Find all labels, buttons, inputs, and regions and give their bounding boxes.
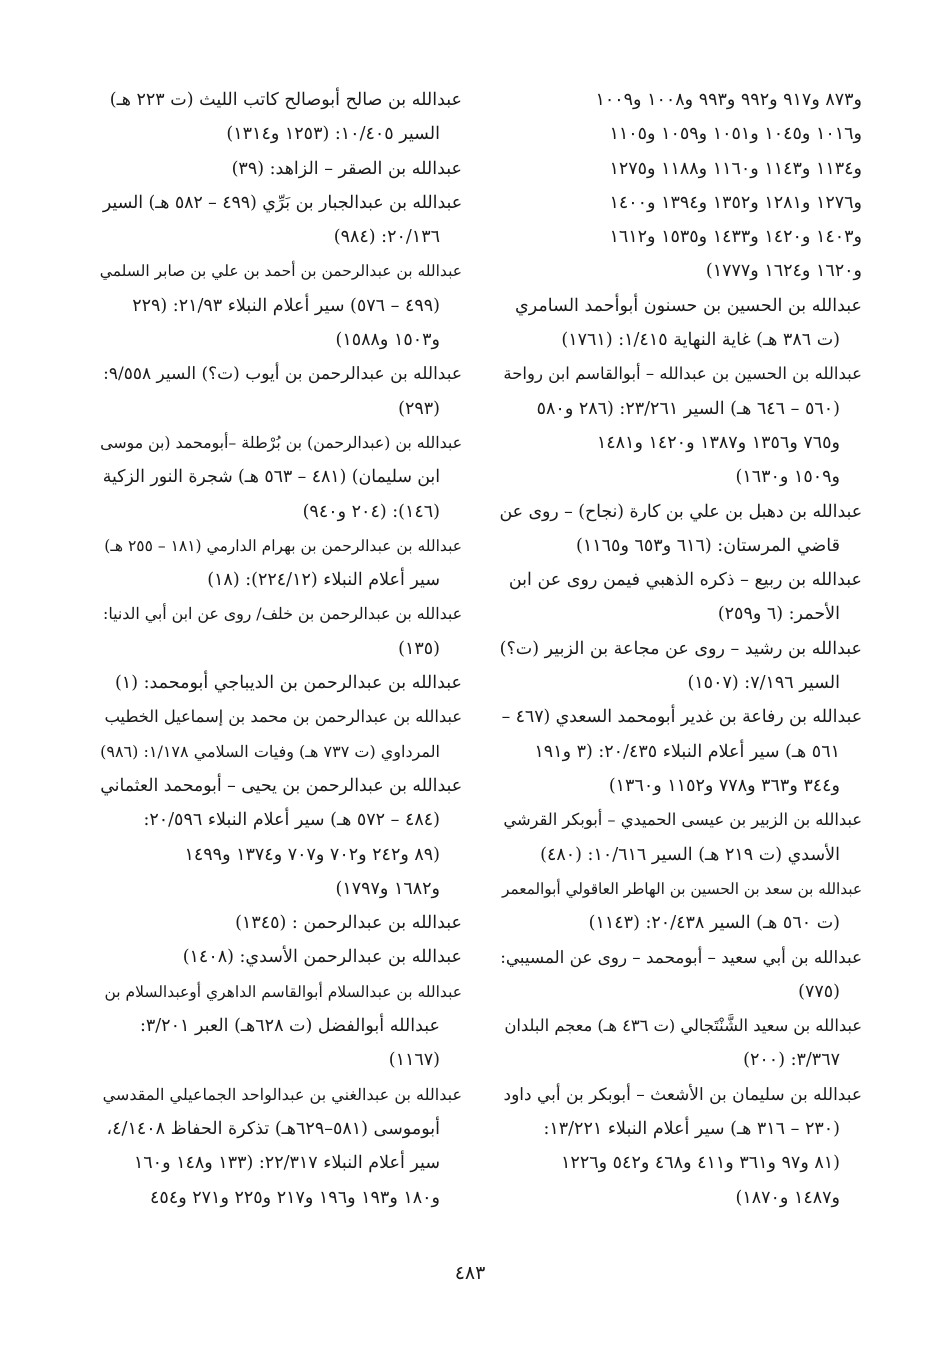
index-entry-line: عبدالله بن (عبدالرحمن) بن بُرْطلة –أبومحمد (بن موسى xyxy=(100,432,462,452)
index-entry-continuation: (١٣٥) xyxy=(398,638,440,659)
index-entry-continuation: المرداوي (ت ٧٣٧ هـ) وفيات السلامي ١/١٧٨: (٩٨٦) xyxy=(100,741,440,761)
index-entry-line: عبدالله بن دهبل بن علي بن كارة (نجاح) – روى عن xyxy=(500,501,862,522)
index-entry-continuation: ٥٦١ هـ) سير أعلام النبلاء ٢٠/٤٣٥: (٣ و١٩١ xyxy=(534,741,840,762)
index-entry-line: عبدالله بن الزبير بن عيسى الحميدي – أبوبكر القرشي xyxy=(503,810,862,830)
index-entry-line: و١٦٢٠ و١٦٢٤ و١٧٧٧) xyxy=(705,261,862,282)
index-entry-continuation: و١٥٠٣ و١٥٨٨) xyxy=(335,330,440,351)
index-entry-continuation: (٢٣٠ – ٣١٦ هـ) سير أعلام النبلاء ١٣/٢٢١: xyxy=(543,1118,840,1139)
index-entry-continuation: ابن سليمان) (٤٨١ – ٥٦٣ هـ) شجرة النور الزكية xyxy=(102,467,440,488)
index-entry-line: عبدالله بن عبدالرحمن بن أيوب (ت؟) السير ٩/٥٥٨: xyxy=(103,364,462,385)
index-entry-continuation: السير ١٠/٤٠٥: (١٢٥٣ و١٣١٤) xyxy=(226,124,440,145)
index-entry-line: و١٢٧٦ و١٢٨١ و١٣٥٢ و١٣٩٤ و١٤٠٠ xyxy=(609,192,862,213)
index-entry-line: عبدالله بن رشيد – روى عن مجاعة بن الزبير (ت؟) xyxy=(500,638,862,659)
index-entry-continuation: و٧٦٥ و١٣٥٦ و١٣٨٧ و١٤٢٠ و١٤٨١ xyxy=(596,432,840,453)
index-entry-line: عبدالله بن صالح أبوصالح كاتب الليث (ت ٢٢٣ هـ) xyxy=(109,90,462,110)
index-entry-continuation: (٢٩٣) xyxy=(398,398,440,419)
index-entry-line: عبدالله بن سليمان بن الأشعث – أبوبكر بن أبي داود xyxy=(503,1084,862,1105)
page-number: ٤٨٣ xyxy=(454,1262,486,1284)
index-entry-continuation: و١٦٨٢ و١٧٩٧) xyxy=(335,878,440,899)
index-entry-line: عبدالله بن عبدالرحمن بن يحيى – أبومحمد العثماني xyxy=(100,775,462,796)
index-entry-continuation: و١٨٠ و١٩٣ و١٩٦ و٢١٧ و٢٢٥ و٢٧١ و٤٥٤ xyxy=(150,1187,440,1208)
index-entry-continuation: و٣٤٤ و٣٦٣ و٧٧٨ و١١٥٢ و١٣٦٠) xyxy=(608,775,840,796)
index-entry-continuation: (٤٨٤ – ٥٧٢ هـ) سير أعلام النبلاء ٢٠/٥٩٦: xyxy=(143,810,440,831)
index-entry-line: عبدالله بن أبي سعيد – أبومحمد – روى عن المسيبي: xyxy=(500,947,862,968)
index-entry-continuation: (٧٧٥) xyxy=(798,981,840,1002)
index-entry-line: و٨٧٣ و٩١٧ و٩٩٢ و٩٩٣ و١٠٠٨ و١٠٠٩ xyxy=(595,90,862,110)
index-entry-continuation: (ت ٥٦٠ هـ) السير ٢٠/٤٣٨: (١١٤٣) xyxy=(588,913,840,934)
index-entry-continuation: (١١٦٧) xyxy=(388,1050,440,1071)
left-column xyxy=(100,83,462,1215)
right-column xyxy=(500,83,862,1215)
index-entry-continuation: (٨١ و٩٧ و٣٦١ و٤١١ و٤٦٨ و٥٤٢ و١٢٢٦ xyxy=(561,1153,840,1174)
index-entry-continuation: ٣/٣٦٧: (٢٠٠) xyxy=(743,1050,840,1071)
index-entry-line: عبدالله بن عبدالرحمن بن محمد بن إسماعيل الخطيب xyxy=(104,707,462,727)
index-entry-continuation: (٥٦٠ – ٦٤٦ هـ) السير ٢٣/٢٦١: (٢٨٦ و٥٨٠ xyxy=(536,398,840,419)
index-entry-line: عبدالله بن عبدالجبار بن بَرِّي (٤٩٩ – ٥٨٢ هـ) السير xyxy=(102,192,462,213)
index-entry-continuation: سير أعلام النبلاء (٢٢٤/١٢): (١٨) xyxy=(207,570,440,591)
index-entry-line: عبدالله بن سعيد الشَّنْتَجالي (ت ٤٣٦ هـ) معجم البلدان xyxy=(504,1016,862,1036)
index-entry-line: و١٠١٦ و١٠٤٥ و١٠٥١ و١٠٥٩ و١١٠٥ xyxy=(609,124,862,145)
index-entry-line: عبدالله بن عبدالرحمن بن بهرام الدارمي (١٨١ – ٢٥٥ هـ) xyxy=(104,536,462,555)
index-entry-line: عبدالله بن الحسين بن حسنون أبوأحمد السامري xyxy=(515,295,862,316)
index-entry-continuation: و١٤٨٧ و١٨٧٠) xyxy=(735,1187,840,1208)
index-entry-continuation: الأسدي (ت ٢١٩ هـ) السير ١٠/٦١٦: (٤٨٠) xyxy=(540,844,840,865)
index-entry-line: عبدالله بن الحسين بن عبدالله – أبوالقاسم ابن رواحة xyxy=(503,364,862,384)
index-entry-continuation: (٨٩ و٢٤٢ و٧٠٢ و٧٠٧ و١٣٧٤ و١٤٩٩ xyxy=(184,844,440,865)
index-entry-continuation: عبدالله أبوالفضل (ت ٦٢٨هـ) العبر ٣/٢٠١: xyxy=(139,1016,440,1037)
index-entry-continuation: ٢٠/١٣٦: (٩٨٤) xyxy=(333,227,440,248)
index-entry-line: و١٤٠٣ و١٤٢٠ و١٤٣٣ و١٥٣٥ و١٦١٢ xyxy=(609,227,862,248)
index-entry-line: عبدالله بن عبدالرحمن بن الديباجي أبومحمد: (١) xyxy=(114,673,462,694)
index-entry-line: عبدالله بن الصقر – الزاهد: (٣٩) xyxy=(231,158,462,179)
index-entry-continuation: (ت ٣٨٦ هـ) غاية النهاية ١/٤١٥: (١٧٦١) xyxy=(561,330,840,351)
index-entry-continuation: الأحمر: (٦ و٢٥٩) xyxy=(717,604,840,625)
index-entry-line: عبدالله بن عبدالرحمن الأسدي: (١٤٠٨) xyxy=(182,947,462,968)
index-entry-line: عبدالله بن عبدالغني بن عبدالواحد الجماعيلي المقدسي xyxy=(102,1084,462,1104)
index-entry-line: عبدالله بن عبدالسلام أبوالقاسم الداهري أوعبدالسلام بن xyxy=(104,982,462,1001)
index-entry-line: عبدالله بن سعد بن الحسين بن الهاطر العاقولي أبوالمعمر xyxy=(501,879,862,898)
index-entry-continuation: و١٥٠٩ و١٦٣٠) xyxy=(735,467,840,488)
index-entry-line: عبدالله بن ربيع – ذكره الذهبي فيمن روى عن ابن xyxy=(508,570,862,591)
index-entry-line: عبدالله بن عبدالرحمن بن خلف/ روى عن ابن أبي الدنيا: xyxy=(103,604,462,624)
index-entry-continuation: (١٤٦): (٢٠٤ و٩٤٠) xyxy=(302,501,440,522)
index-entry-continuation: قاضي المرستان: (٦١٦ و٦٥٣ و١١٦٥) xyxy=(576,535,840,556)
index-entry-continuation: السير ٧/١٩٦: (١٥٠٧) xyxy=(687,673,840,694)
index-entry-line: عبدالله بن عبدالرحمن بن أحمد بن علي بن صابر السلمي xyxy=(100,262,462,281)
index-entry-continuation: أبوموسى (٥٨١–٦٢٩هـ) تذكرة الحفاظ ٤/١٤٠٨، xyxy=(106,1118,440,1139)
index-entry-line: عبدالله بن عبدالرحمن : (١٣٤٥) xyxy=(235,913,462,934)
index-entry-line: عبدالله بن رفاعة بن غدير أبومحمد السعدي (٤٦٧ – xyxy=(501,707,862,728)
index-entry-line: و١١٣٤ و١١٤٣ و١١٦٠ و١١٨٨ و١٢٧٥ xyxy=(609,158,862,179)
index-entry-continuation: (٤٩٩ – ٥٧٦) سير أعلام النبلاء ٢١/٩٣: (٢٢٩ xyxy=(132,295,440,316)
index-entry-continuation: سير أعلام النبلاء ٢٢/٣١٧: (١٣٣ و١٤٨ و١٦٠ xyxy=(133,1153,440,1174)
